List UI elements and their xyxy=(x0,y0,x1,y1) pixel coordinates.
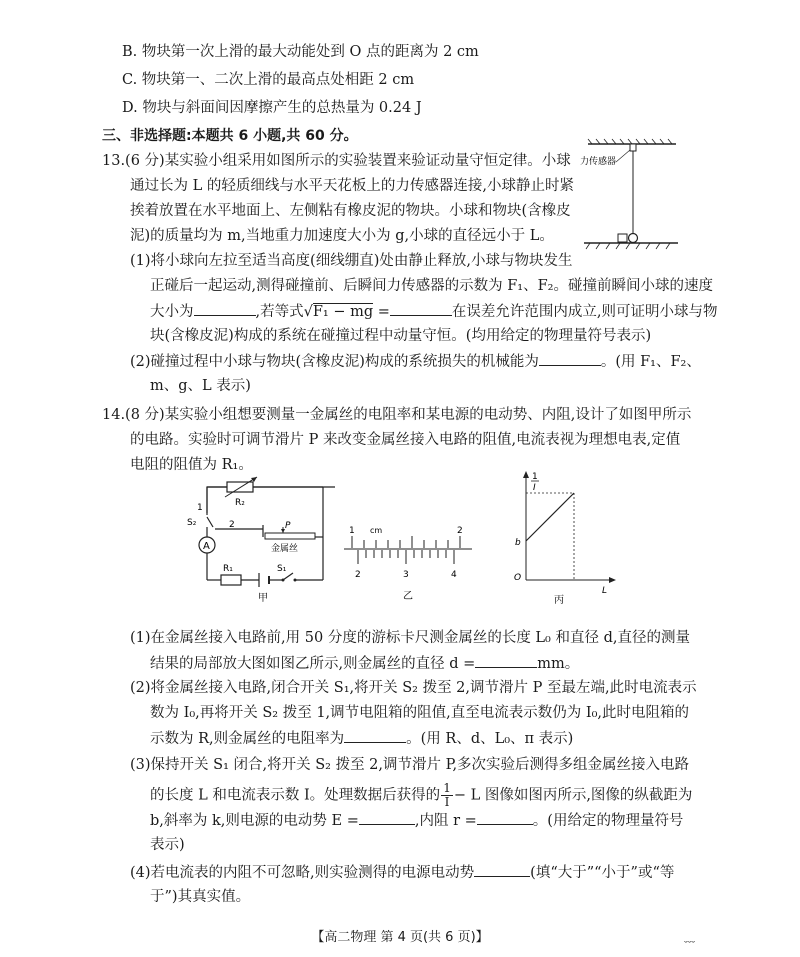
q13-line-2: 通过长为 L 的轻质细线与水平天花板上的力传感器连接,小球静止时紧 xyxy=(130,178,574,194)
y-axis-numerator: 1 xyxy=(532,472,538,482)
main-scale-2: 2 xyxy=(457,526,463,536)
option-b: B. 物块第一次上滑的最大动能处到 O 点的距离为 2 cm xyxy=(122,44,479,60)
q14-part3-line-2: 的长度 L 和电流表示数 I。处理数据后获得的 $\frac{1}{I}$ − L 图像如图丙所示,图像的纵截距为 xyxy=(150,781,693,809)
corner-mark: ﹏ xyxy=(684,931,695,944)
answer-blank[interactable] xyxy=(475,653,537,668)
q14-part2-line-1: (2)将金属丝接入电路,闭合开关 S₁,将开关 S₂ 拨至 2,调节滑片 P 至最左端,此时电流表示 xyxy=(130,680,697,696)
slider-p-label: P xyxy=(285,521,291,531)
ammeter-label: A xyxy=(203,541,210,552)
q14-line-1: 14.(8 分)某实验小组想要测量一金属丝的电阻率和某电源的电动势、内阻,设计了如图甲所示 xyxy=(102,407,692,423)
q14-part4-line-1: (4)若电流表的内阻不可忽略,则实验测得的电源电动势 (填“大于”“小于”或“等 xyxy=(130,862,674,883)
origin-label: O xyxy=(514,573,522,583)
q13-line-3: 挨着放置在水平地面上、左侧粘有橡皮泥的物块。小球和物块(含橡皮 xyxy=(130,203,571,219)
q14-part1-line-2: 结果的局部放大图如图乙所示,则金属丝的直径 d = mm。 xyxy=(150,653,579,674)
caliper-caption: 乙 xyxy=(403,591,413,602)
x-axis-label: L xyxy=(602,586,608,596)
q14-part1-line-1: (1)在金属丝接入电路前,用 50 分度的游标卡尺测金属丝的长度 L₀ 和直径 d,直径的测量 xyxy=(130,630,690,646)
page-footer: 【高二物理 第 4 页(共 6 页)】 xyxy=(311,930,489,945)
r2-label: R₂ xyxy=(235,498,245,508)
main-scale-1: 1 xyxy=(349,526,355,536)
metal-wire-label: 金属丝 xyxy=(271,544,299,554)
q14-part2-line-2: 数为 I₀,再将开关 S₂ 拨至 1,调节电阻箱的阻值,直至电流表示数仍为 I₀,此时电阻箱的 xyxy=(150,705,690,721)
q14-part4-line-2: 于”)其真实值。 xyxy=(150,889,251,905)
graph-caption: 丙 xyxy=(554,595,564,605)
answer-blank[interactable] xyxy=(194,301,256,316)
r1-label: R₁ xyxy=(223,564,233,574)
answer-blank[interactable] xyxy=(359,810,415,825)
intercept-label: b xyxy=(515,538,521,548)
terminal-1-label: 1 xyxy=(197,503,203,513)
inverse-current-graph xyxy=(510,467,620,605)
answer-blank[interactable] xyxy=(477,810,533,825)
s2-label: S₂ xyxy=(187,518,197,528)
q14-part3-line-3: b,斜率为 k,则电源的电动势 E = ,内阻 r = 。(用给定的物理量符号 xyxy=(150,810,683,831)
q13-part1-line-1: (1)将小球向左拉至适当高度(细线绷直)处由静止释放,小球与物块发生 xyxy=(130,253,573,269)
fraction-one-over-i: $\frac{1}{I}$ xyxy=(443,781,451,809)
circuit-caption: 甲 xyxy=(258,593,268,604)
q13-part1-line-3: 大小为 ,若等式√F₁ − mg = 在误差允许范围内成立,则可证明小球与物 xyxy=(150,301,718,322)
q14-line-3: 电阻的阻值为 R₁。 xyxy=(130,457,253,473)
q14-line-2: 的电路。实验时可调节滑片 P 来改变金属丝接入电路的阻值,电流表视为理想电表,定值 xyxy=(130,432,681,448)
option-d: D. 物块与斜面间因摩擦产生的总热量为 0.24 J xyxy=(122,100,422,116)
main-scale-unit: cm xyxy=(370,526,383,535)
option-c: C. 物块第一、二次上滑的最高点处相距 2 cm xyxy=(122,72,415,88)
s1-label: S₁ xyxy=(277,564,287,574)
pendulum-figure xyxy=(580,138,680,253)
q13-line-4: 泥)的质量均为 m,当地重力加速度大小为 g,小球的直径远小于 L。 xyxy=(130,228,554,244)
caliper-figure xyxy=(340,520,480,605)
section-title: 三、非选择题:本题共 6 小题,共 60 分。 xyxy=(102,128,358,144)
force-sensor-label: 力传感器 xyxy=(580,157,617,167)
q13-part1-line-4: 块(含橡皮泥)构成的系统在碰撞过程中动量守恒。(均用给定的物理量符号表示) xyxy=(150,328,652,344)
q13-part2-line-2: m、g、L 表示) xyxy=(150,378,251,394)
y-axis-denominator: I xyxy=(533,483,536,493)
q13-line-1: 13.(6 分)某实验小组采用如图所示的实验装置来验证动量守恒定律。小球 xyxy=(102,153,571,169)
answer-blank[interactable] xyxy=(390,301,452,316)
q13-part2-line-1: (2)碰撞过程中小球与物块(含橡皮泥)构成的系统损失的机械能为 。(用 F₁、F₂、 xyxy=(130,351,701,372)
vernier-3: 3 xyxy=(403,570,409,580)
q14-part3-line-4: 表示) xyxy=(150,837,185,853)
answer-blank[interactable] xyxy=(539,351,601,366)
answer-blank[interactable] xyxy=(474,862,530,877)
vernier-2: 2 xyxy=(355,570,361,580)
circuit-diagram xyxy=(185,475,335,605)
terminal-2-label: 2 xyxy=(229,520,235,530)
q13-part1-line-2: 正碰后一起运动,测得碰撞前、后瞬间力传感器的示数为 F₁、F₂。碰撞前瞬间小球的速度 xyxy=(150,278,713,294)
q14-part2-line-3: 示数为 R,则金属丝的电阻率为 。(用 R、d、L₀、π 表示) xyxy=(150,728,573,749)
q14-part3-line-1: (3)保持开关 S₁ 闭合,将开关 S₂ 拨至 2,调节滑片 P,多次实验后测得多组金属丝接入电路 xyxy=(130,757,690,773)
answer-blank[interactable] xyxy=(344,728,406,743)
vernier-4: 4 xyxy=(451,570,457,580)
